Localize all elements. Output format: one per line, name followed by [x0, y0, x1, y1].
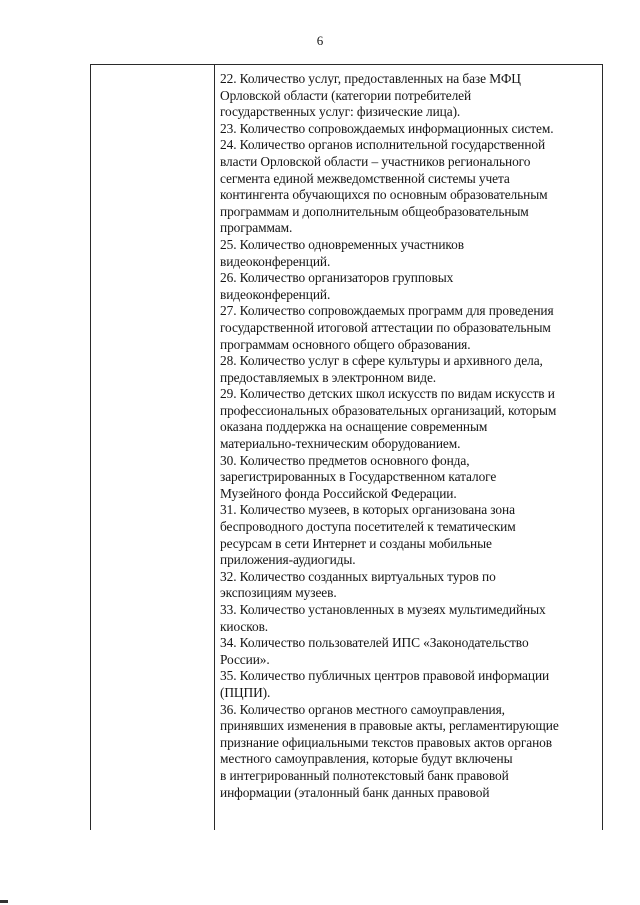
- list-item: [220, 353, 602, 386]
- list-item: [220, 303, 602, 353]
- item-text-line: предоставляемых в электронном виде.: [220, 369, 437, 385]
- item-text-line: 33. Количество установленных в музеях мультимедийных: [220, 602, 546, 617]
- item-text-line: 24. Количество органов исполнительной государственной: [220, 137, 546, 153]
- item-text-line: государственных услуг: физические лица).: [220, 104, 461, 120]
- list-item: [220, 386, 602, 452]
- item-text-line: видеоконференций.: [220, 286, 331, 302]
- item-text-line: 29. Количество детских школ искусств по видам искусств и: [220, 386, 555, 402]
- item-text-line: программам и дополнительным общеобразовательным: [220, 203, 529, 219]
- item-text-line: программам основного общего образования.: [220, 336, 471, 352]
- item-text-line: 27. Количество сопровождаемых программ для проведения: [220, 303, 554, 319]
- item-text-line: 36. Количество органов местного самоуправления,: [220, 701, 505, 717]
- item-text-line: 22. Количество услуг, предоставленных на базе МФЦ: [220, 71, 521, 86]
- table-right-cell: [220, 71, 602, 801]
- item-text-line: в интегрированный полнотекстовый банк правовой: [220, 767, 509, 783]
- item-text-line: местного самоуправления, которые будут включены: [220, 751, 513, 767]
- item-text-line: ресурсам в сети Интернет и созданы мобильные: [220, 535, 492, 551]
- item-text-line: информации (эталонный банк данных правовой: [220, 784, 490, 800]
- list-item: [220, 121, 602, 138]
- item-text-line: 35. Количество публичных центров правовой информации: [220, 668, 550, 684]
- item-text-line: России».: [220, 651, 270, 667]
- list-item: [220, 71, 602, 121]
- item-text-line: 25. Количество одновременных участников: [220, 236, 464, 252]
- page-number: 6: [316, 33, 324, 48]
- list-item: [220, 635, 602, 668]
- list-item: [220, 270, 602, 303]
- item-text-line: профессиональных образовательных организаций, которым: [220, 402, 557, 418]
- item-text-line: 32. Количество созданных виртуальных туров по: [220, 568, 496, 584]
- item-text-line: 30. Количество предметов основного фонда,: [220, 452, 470, 468]
- item-text-line: Орловской области (категории потребителей: [220, 87, 472, 103]
- table-left-cell: [91, 65, 215, 830]
- indicators-table: [90, 64, 603, 830]
- item-text-line: (ПЦПИ).: [220, 684, 271, 700]
- item-text-line: приложения-аудиогиды.: [220, 552, 356, 568]
- item-text-line: 26. Количество организаторов групповых: [220, 270, 454, 286]
- item-text-line: Музейного фонда Российской Федерации.: [220, 485, 457, 501]
- item-text-line: оказана поддержка на оснащение современным: [220, 419, 488, 435]
- item-text-line: видеоконференций.: [220, 253, 331, 269]
- item-text-line: контингента обучающихся по основным образовательным: [220, 187, 548, 203]
- list-item: [220, 668, 602, 701]
- item-text-line: экспозициям музеев.: [220, 585, 337, 601]
- item-text-line: беспроводного доступа посетителей к тематическим: [220, 519, 516, 535]
- item-text-line: 23. Количество сопровождаемых информационных систем.: [220, 120, 554, 136]
- scan-edge-mark: [0, 900, 8, 903]
- item-text-line: власти Орловской области – участников регионального: [220, 153, 531, 169]
- list-item: [220, 502, 602, 568]
- list-item: [220, 453, 602, 503]
- item-text-line: признание официальными текстов правовых актов органов: [220, 734, 552, 750]
- item-text-line: государственной итоговой аттестации по образовательным: [220, 319, 551, 335]
- item-text-line: 31. Количество музеев, в которых организована зона: [220, 502, 515, 518]
- list-item: [220, 237, 602, 270]
- item-text-line: материально-техническим оборудованием.: [220, 436, 461, 452]
- item-text-line: 34. Количество пользователей ИПС «Законодательство: [220, 635, 529, 651]
- list-item: [220, 569, 602, 602]
- item-text-line: киосков.: [220, 618, 269, 634]
- item-text-line: сегмента единой межведомственной системы учета: [220, 170, 510, 186]
- list-item: [220, 702, 602, 802]
- item-text-line: 28. Количество услуг в сфере культуры и архивного дела,: [220, 353, 543, 369]
- item-text-line: зарегистрированных в Государственном каталоге: [220, 469, 497, 485]
- list-item: [220, 137, 602, 237]
- item-text-line: принявших изменения в правовые акты, регламентирующие: [220, 718, 559, 734]
- list-item: [220, 602, 602, 635]
- item-text-line: программам.: [220, 220, 293, 236]
